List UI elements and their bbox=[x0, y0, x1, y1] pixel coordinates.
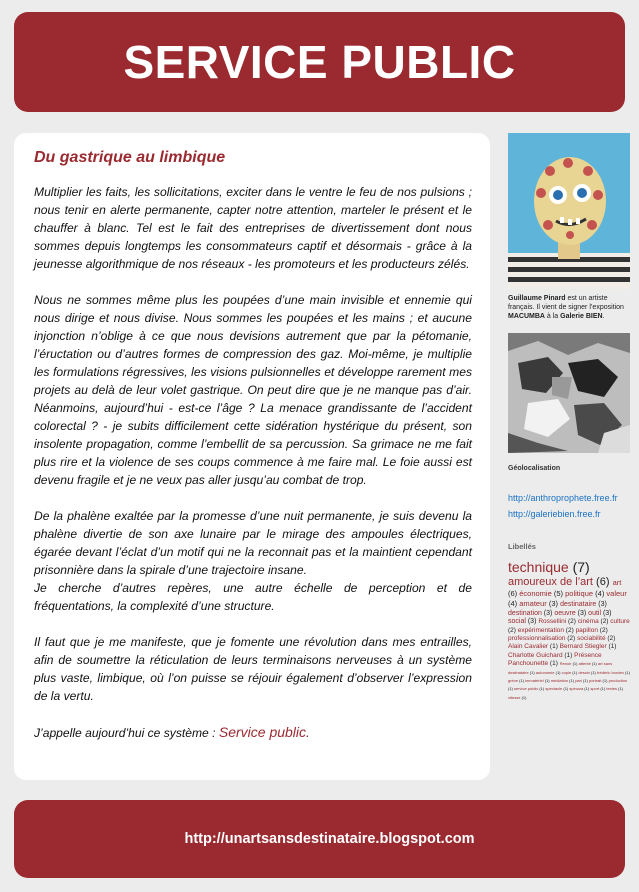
tag-label[interactable]: immatériel bbox=[525, 677, 544, 683]
tag-count: (1) bbox=[562, 686, 570, 692]
article-paragraph-1: Multiplier les faits, les sollicitations, exciter dans le ventre le feu de nos pulsions ; nous tenir en alerte permanente, capter notre attention, marteler le présent et le chauffer à blanc. Tel est le fait des entreprises de divertissement dont nous sommes depuis longtemps les consommateurs captif et désormais - grâce à la jeunesse algorithmique de nos réseaux - les promoteurs et les producteurs zélés. bbox=[34, 185, 472, 271]
tag-item[interactable] bbox=[575, 678, 589, 683]
tag-item[interactable] bbox=[577, 635, 615, 642]
tag-label[interactable]: spectacle bbox=[545, 686, 563, 692]
tag-item[interactable] bbox=[597, 670, 630, 675]
tag-count: (1) bbox=[590, 661, 598, 667]
tag-label[interactable]: politique bbox=[565, 588, 594, 598]
article-title[interactable]: Du gastrique au limbique bbox=[34, 149, 226, 166]
tag-item[interactable] bbox=[551, 678, 575, 683]
tag-count: (1) bbox=[623, 669, 630, 675]
tag-label[interactable]: papillon bbox=[575, 626, 598, 634]
tag-item[interactable] bbox=[508, 652, 574, 659]
tag-item[interactable] bbox=[514, 686, 545, 691]
tag-item[interactable] bbox=[525, 678, 551, 683]
tag-label[interactable]: destinataire bbox=[560, 601, 597, 609]
tag-label[interactable]: service public bbox=[514, 686, 539, 692]
tag-label[interactable]: expérimentation bbox=[517, 626, 564, 634]
tag-item[interactable] bbox=[508, 695, 526, 700]
tag-count: (2) bbox=[598, 618, 611, 626]
tag-label[interactable]: Rossellini bbox=[538, 618, 567, 626]
tag-count: (5) bbox=[551, 588, 566, 598]
tag-item[interactable] bbox=[569, 686, 590, 691]
tag-count: (4) bbox=[593, 588, 607, 598]
tag-item[interactable] bbox=[590, 686, 606, 691]
tag-item[interactable] bbox=[508, 559, 590, 575]
tag-item[interactable] bbox=[606, 686, 623, 691]
tag-count: (1) bbox=[528, 669, 536, 675]
tag-label[interactable]: art bbox=[612, 577, 622, 587]
tag-count: (3) bbox=[541, 609, 555, 617]
tag-label[interactable]: outil bbox=[588, 609, 602, 617]
tag-label[interactable]: autonomie bbox=[535, 669, 555, 675]
tag-count: (6) bbox=[593, 575, 613, 588]
tag-label[interactable]: Charlotte Guichard bbox=[508, 651, 563, 659]
tag-label[interactable]: spinoza bbox=[569, 686, 584, 692]
tag-item[interactable] bbox=[508, 635, 577, 642]
tag-label[interactable]: Bernard Stiegler bbox=[559, 643, 607, 651]
tag-label[interactable]: grève bbox=[508, 677, 519, 683]
tag-count: (1) bbox=[548, 643, 560, 651]
tag-label[interactable]: art sans destinataire bbox=[508, 661, 613, 675]
tag-count: (1) bbox=[554, 669, 562, 675]
tag-count: (1) bbox=[606, 643, 617, 651]
tag-item[interactable] bbox=[508, 618, 538, 625]
tag-item[interactable] bbox=[508, 610, 554, 617]
tag-label[interactable]: copie bbox=[561, 669, 572, 675]
tag-count: (1) bbox=[571, 669, 579, 675]
tag-item[interactable] bbox=[578, 618, 611, 625]
painting-skull-image bbox=[508, 133, 630, 289]
footer-banner bbox=[14, 800, 625, 878]
tag-count: (1) bbox=[548, 660, 560, 668]
tag-label[interactable]: sociabilité bbox=[577, 634, 606, 642]
tag-item[interactable] bbox=[508, 678, 525, 683]
tag-item[interactable] bbox=[519, 599, 560, 608]
tag-label[interactable]: amoureux de l’art bbox=[508, 575, 593, 588]
tag-item[interactable] bbox=[589, 678, 609, 683]
tag-label[interactable]: production bbox=[608, 677, 628, 683]
tag-label[interactable]: Présence Panchounette bbox=[508, 651, 602, 668]
tag-label[interactable]: culture bbox=[610, 618, 630, 626]
tag-item[interactable] bbox=[519, 589, 565, 598]
link-galeriebien[interactable]: http://galeriebien.free.fr bbox=[508, 509, 601, 519]
article-panel bbox=[14, 133, 490, 780]
painting-abstract-image bbox=[508, 333, 630, 453]
tag-label[interactable]: portrait bbox=[588, 677, 602, 683]
geolocation-label: Géolocalisation bbox=[508, 465, 561, 472]
service-public-highlight: Service public. bbox=[218, 724, 310, 740]
tag-count: (1) bbox=[568, 677, 576, 683]
tag-label[interactable]: médiation bbox=[550, 677, 569, 683]
tag-item[interactable] bbox=[578, 670, 597, 675]
tag-count: (1) bbox=[589, 669, 597, 675]
tag-label[interactable]: dessin bbox=[578, 669, 590, 675]
tag-label[interactable]: attente bbox=[578, 661, 591, 667]
tag-label[interactable]: vitesse bbox=[508, 694, 521, 700]
labels-title: Libellés bbox=[508, 542, 536, 551]
tag-item[interactable] bbox=[508, 576, 613, 588]
tag-item[interactable] bbox=[554, 610, 588, 617]
tag-item[interactable] bbox=[518, 627, 576, 634]
tag-label[interactable]: cinéma bbox=[577, 618, 599, 626]
tag-count: (1) bbox=[518, 677, 526, 683]
tag-item[interactable] bbox=[560, 643, 617, 650]
sidebar bbox=[508, 133, 630, 702]
tag-count: (1) bbox=[508, 686, 514, 692]
tag-label[interactable]: sport bbox=[590, 686, 600, 692]
article-paragraph-3: De la phalène exaltée par la promesse d’une nuit permanente, je suis devenu la phalène divertie de son axe lunaire par le mirage des ampoules électriques, égarée devant l’éclat d’un motif qui ne la reconnait pas et la maintient cependant prisonnière dans la spirale d’une trajectoire insane. Je cherche d’autres repères, une autre échelle de perception et de fréquentations, la complexité d’une structure. bbox=[34, 509, 472, 613]
tag-count: (7) bbox=[568, 559, 590, 575]
tag-item[interactable] bbox=[560, 601, 607, 608]
tag-label[interactable]: frédéric borden bbox=[597, 669, 624, 675]
article-fade bbox=[14, 750, 490, 780]
tag-count: (1) bbox=[520, 694, 527, 700]
article-paragraph-5 bbox=[34, 723, 472, 742]
tag-count: (3) bbox=[575, 609, 589, 617]
tag-count: (1) bbox=[581, 677, 589, 683]
tag-count: (2) bbox=[597, 626, 608, 634]
tag-label[interactable]: destination bbox=[508, 609, 542, 617]
tag-item[interactable] bbox=[588, 610, 611, 617]
tag-count: (2) bbox=[508, 626, 518, 634]
tag-count: (3) bbox=[525, 618, 539, 626]
tag-item[interactable] bbox=[576, 627, 608, 634]
tag-cloud bbox=[508, 559, 630, 702]
tag-item[interactable] bbox=[545, 686, 569, 691]
tag-count: (1) bbox=[543, 677, 551, 683]
tag-item[interactable] bbox=[536, 670, 562, 675]
tag-item[interactable] bbox=[562, 670, 579, 675]
tag-label[interactable]: valeur bbox=[606, 588, 627, 598]
tag-count: (6) bbox=[508, 588, 520, 598]
tag-label[interactable]: textes bbox=[606, 686, 618, 692]
tag-label[interactable]: Alain Cavalier bbox=[508, 643, 549, 651]
tag-count: (3) bbox=[596, 601, 607, 609]
tag-count: (1) bbox=[571, 661, 579, 667]
tag-label[interactable]: Renoir bbox=[559, 661, 572, 667]
article-paragraph-2: Nous ne sommes même plus les poupées d’une main invisible et ennemie qui nous dirige et nous divise. Nous sommes les poupées et les mains ; et aucune injonction n’oblige à ce que nous devisions autrement que par la pétomanie, l’éructation ou d’autres formes de compression des gaz. Moi-même, je multiplie les formulations régressives, les visions pulsionnelles et développe rarement mes projets au delà de leur volet gastrique. On peut dire que je ne manque pas d’air. Néanmoins, aujourd’hui - est-ce l’âge ? La menace grandissante de l’accident colorectal ? - je subits difficilement cette sidération hystérique du présent, son insolente propagation, comme l’embellit de sa percussion. Sa grimace ne me fait plus rire et la violence de ses coups commence à me faire mal. Le foie aussi est devenu fragile et je ne veux pas aller jusqu’au combat de trop. bbox=[34, 293, 472, 487]
tag-count: (1) bbox=[599, 686, 607, 692]
painting-caption: Guillaume Pinard est un artiste français. Il vient de signer l’exposition MACUMBA à la Galerie BIEN. bbox=[508, 295, 624, 320]
tag-count: (1) bbox=[538, 686, 546, 692]
footer-url[interactable]: http://unartsansdestinataire.blogspot.com bbox=[184, 831, 475, 847]
header-banner bbox=[14, 12, 625, 112]
tag-item[interactable] bbox=[560, 661, 579, 666]
tag-count: (2) bbox=[605, 634, 616, 642]
tag-count: (1) bbox=[562, 651, 575, 659]
tag-item[interactable] bbox=[538, 618, 577, 625]
tag-count: (2) bbox=[565, 634, 578, 642]
tag-label[interactable]: oeuvre bbox=[554, 609, 576, 617]
tag-item[interactable] bbox=[565, 589, 606, 598]
closing-text: J’appelle aujourd’hui ce système : bbox=[34, 726, 219, 740]
tag-count: (2) bbox=[566, 618, 578, 626]
tag-label[interactable]: pari bbox=[575, 677, 582, 683]
tag-item[interactable] bbox=[579, 661, 598, 666]
tag-count: (1) bbox=[617, 686, 624, 692]
tag-item[interactable] bbox=[508, 643, 560, 650]
tag-count: (1) bbox=[583, 686, 591, 692]
tag-label[interactable]: social bbox=[508, 618, 526, 626]
site-title: SERVICE PUBLIC bbox=[123, 36, 516, 88]
tag-label[interactable]: économie bbox=[519, 588, 552, 598]
tag-label[interactable]: technique bbox=[508, 559, 569, 575]
tag-label[interactable]: professionnalisation bbox=[508, 634, 566, 642]
tag-count: (3) bbox=[601, 609, 612, 617]
link-anthroprophete[interactable]: http://anthroprophete.free.fr bbox=[508, 493, 618, 503]
article-paragraph-4: Il faut que je me manifeste, que je fomente une révolution dans mes entrailles, afin de soumettre la réticulation de leurs terminaisons nerveuses à un système plus vaste, limbique, où l’on puisse se réjouir également d’observer l’expression de la vertu. bbox=[34, 635, 472, 703]
tag-count: (1) bbox=[601, 677, 609, 683]
tag-count: (2) bbox=[564, 626, 576, 634]
tag-count: (4) bbox=[508, 599, 520, 609]
tag-label[interactable]: amateur bbox=[519, 599, 547, 609]
tag-count: (3) bbox=[546, 599, 561, 609]
